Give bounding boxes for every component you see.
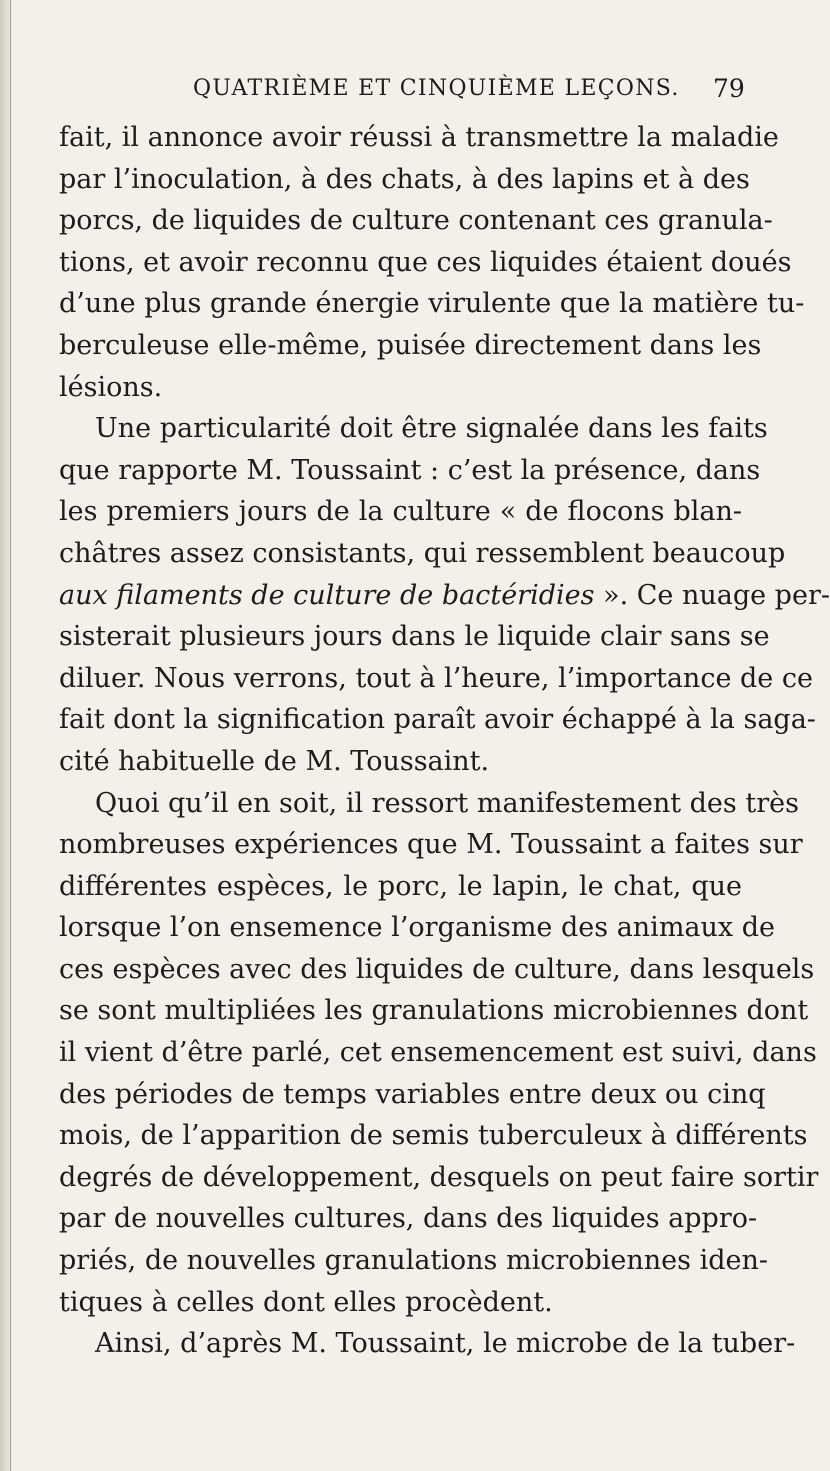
text-line: d’une plus grande énergie virulente que la matière tu- bbox=[59, 288, 805, 320]
text-line: que rapporte M. Toussaint : c’est la présence, dans bbox=[59, 454, 761, 486]
text-line: fait dont la signification paraît avoir échappé à la saga- bbox=[59, 704, 816, 736]
text-line: sisterait plusieurs jours dans le liquide clair sans se bbox=[59, 621, 770, 653]
page-edge-line bbox=[10, 0, 11, 1471]
text-line: cité habituelle de M. Toussaint. bbox=[59, 745, 490, 777]
text-line: ces espèces avec des liquides de culture, dans lesquels bbox=[59, 953, 815, 985]
text-fragment: ». Ce nuage per- bbox=[594, 579, 830, 611]
running-head: QUATRIÈME ET CINQUIÈME LEÇONS. bbox=[193, 76, 680, 101]
text-line: diluer. Nous verrons, tout à l’heure, l’importance de ce bbox=[59, 662, 813, 694]
text-line: berculeuse elle-même, puisée directement dans les bbox=[59, 329, 762, 361]
text-line: Ainsi, d’après M. Toussaint, le microbe de la tuber- bbox=[95, 1328, 796, 1360]
text-line: nombreuses expériences que M. Toussaint a faites sur bbox=[59, 829, 803, 861]
text-line: il vient d’être parlé, cet ensemencement est suivi, dans bbox=[59, 1037, 817, 1069]
text-line: tions, et avoir reconnu que ces liquides étaient doués bbox=[59, 246, 792, 278]
page-header bbox=[0, 74, 801, 108]
text-line: Quoi qu’il en soit, il ressort manifestement des très bbox=[95, 787, 799, 819]
text-line: des périodes de temps variables entre deux ou cinq bbox=[59, 1078, 766, 1110]
text-line: priés, de nouvelles granulations microbiennes iden- bbox=[59, 1245, 769, 1277]
text-line: porcs, de liquides de culture contenant ces granula- bbox=[59, 205, 773, 237]
text-line: les premiers jours de la culture « de flocons blan- bbox=[59, 496, 742, 528]
text-line: par de nouvelles cultures, dans des liquides appro- bbox=[59, 1203, 758, 1235]
text-line: tiques à celles dont elles procèdent. bbox=[59, 1286, 553, 1318]
text-line: différentes espèces, le porc, le lapin, le chat, que bbox=[59, 870, 742, 902]
text-line: degrés de développement, desquels on peut faire sortir bbox=[59, 1161, 819, 1193]
body-text bbox=[59, 117, 830, 1365]
text-line: se sont multipliées les granulations microbiennes dont bbox=[59, 995, 809, 1027]
text-line: lorsque l’on ensemence l’organisme des animaux de bbox=[59, 912, 775, 944]
text-line: mois, de l’apparition de semis tuberculeux à différents bbox=[59, 1120, 808, 1152]
text-line: fait, il annonce avoir réussi à transmettre la maladie bbox=[59, 122, 779, 153]
text-line: lésions. bbox=[59, 371, 163, 403]
text-line: Une particularité doit être signalée dans les faits bbox=[95, 413, 768, 445]
text-line: châtres assez consistants, qui ressemblent beaucoup bbox=[59, 537, 786, 569]
italic-phrase: aux filaments de culture de bactéridies bbox=[59, 579, 595, 611]
text-line: par l’inoculation, à des chats, à des lapins et à des bbox=[59, 163, 750, 195]
text-line bbox=[59, 575, 830, 617]
page-number: 79 bbox=[713, 74, 745, 103]
